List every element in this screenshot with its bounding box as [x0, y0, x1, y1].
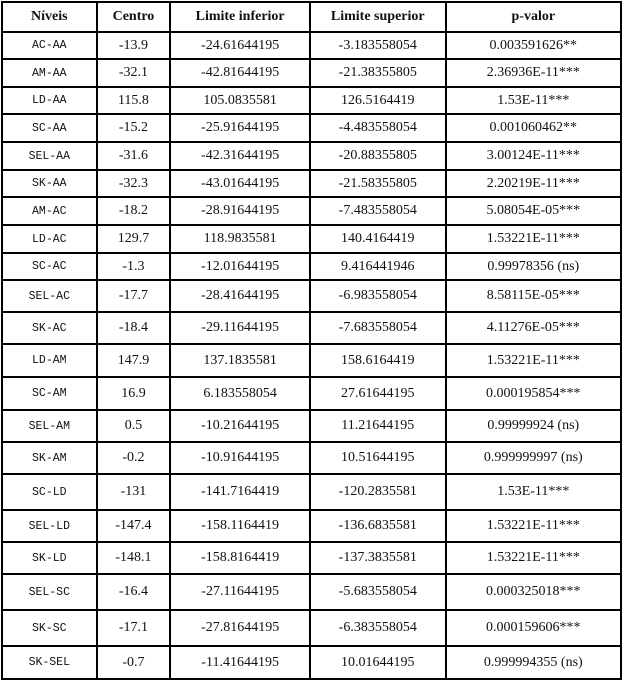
table-row [3, 313, 622, 345]
cell-level: AM-AA [3, 60, 98, 88]
header-niveis: Níveis [3, 3, 98, 33]
cell-level: SEL-AC [3, 281, 98, 313]
table-row [3, 171, 622, 198]
cell-centro: 16.9 [98, 378, 172, 411]
cell-limite-inferior: -28.41644195 [171, 281, 311, 313]
cell-limite-inferior: -42.81644195 [171, 60, 311, 88]
cell-centro: 0.5 [98, 411, 172, 443]
cell-limite-superior: 126.5164419 [311, 88, 447, 115]
cell-centro: 147.9 [98, 345, 172, 378]
cell-limite-inferior: -12.01644195 [171, 254, 311, 281]
cell-limite-inferior: -27.81644195 [171, 611, 311, 647]
cell-limite-superior: -137.3835581 [311, 543, 447, 575]
table-row [3, 611, 622, 647]
cell-limite-inferior: -141.7164419 [171, 475, 311, 511]
cell-p-valor: 0.000325018*** [447, 575, 622, 611]
tukey-results-table [1, 1, 622, 680]
cell-limite-superior: 27.61644195 [311, 378, 447, 411]
cell-limite-superior: -21.58355805 [311, 171, 447, 198]
cell-limite-inferior: -158.1164419 [171, 511, 311, 543]
table-row [3, 411, 622, 443]
header-limite-inferior: Limite inferior [171, 3, 311, 33]
cell-limite-inferior: 137.1835581 [171, 345, 311, 378]
header-centro: Centro [98, 3, 172, 33]
cell-p-valor: 2.36936E-11*** [447, 60, 622, 88]
cell-limite-superior: -21.38355805 [311, 60, 447, 88]
cell-limite-superior: -120.2835581 [311, 475, 447, 511]
cell-centro: -17.1 [98, 611, 172, 647]
cell-p-valor: 8.58115E-05*** [447, 281, 622, 313]
cell-p-valor: 0.99999924 (ns) [447, 411, 622, 443]
cell-p-valor: 0.003591626** [447, 33, 622, 60]
cell-level: SC-AC [3, 254, 98, 281]
cell-p-valor: 2.20219E-11*** [447, 171, 622, 198]
table-row [3, 88, 622, 115]
cell-p-valor: 5.08054E-05*** [447, 198, 622, 226]
table-row [3, 647, 622, 680]
cell-level: AM-AC [3, 198, 98, 226]
cell-level: SK-AA [3, 171, 98, 198]
cell-limite-superior: 11.21644195 [311, 411, 447, 443]
cell-centro: -1.3 [98, 254, 172, 281]
cell-level: AC-AA [3, 33, 98, 60]
table-row [3, 345, 622, 378]
cell-p-valor: 1.53E-11*** [447, 88, 622, 115]
table-row [3, 378, 622, 411]
cell-centro: -18.2 [98, 198, 172, 226]
cell-limite-superior: 140.4164419 [311, 226, 447, 254]
cell-limite-superior: -20.88355805 [311, 143, 447, 171]
cell-level: SEL-SC [3, 575, 98, 611]
cell-limite-inferior: -42.31644195 [171, 143, 311, 171]
cell-level: SK-SEL [3, 647, 98, 680]
table-row [3, 198, 622, 226]
cell-limite-inferior: -10.21644195 [171, 411, 311, 443]
cell-limite-superior: -4.483558054 [311, 115, 447, 143]
table-row [3, 115, 622, 143]
table-row [3, 281, 622, 313]
table-row [3, 226, 622, 254]
header-row [3, 3, 622, 33]
cell-level: SC-AA [3, 115, 98, 143]
cell-limite-superior: 10.51644195 [311, 443, 447, 475]
cell-centro: -32.1 [98, 60, 172, 88]
cell-limite-superior: -7.483558054 [311, 198, 447, 226]
cell-limite-superior: 9.416441946 [311, 254, 447, 281]
cell-level: SC-LD [3, 475, 98, 511]
cell-centro: -18.4 [98, 313, 172, 345]
cell-level: LD-AA [3, 88, 98, 115]
table-row [3, 511, 622, 543]
cell-p-valor: 1.53221E-11*** [447, 511, 622, 543]
cell-p-valor: 0.999994355 (ns) [447, 647, 622, 680]
cell-limite-inferior: -158.8164419 [171, 543, 311, 575]
cell-level: SK-SC [3, 611, 98, 647]
cell-centro: -13.9 [98, 33, 172, 60]
cell-centro: -15.2 [98, 115, 172, 143]
cell-limite-superior: -136.6835581 [311, 511, 447, 543]
cell-level: SK-AC [3, 313, 98, 345]
table-row [3, 475, 622, 511]
table-row [3, 443, 622, 475]
cell-centro: -0.7 [98, 647, 172, 680]
cell-p-valor: 0.000195854*** [447, 378, 622, 411]
cell-limite-inferior: -43.01644195 [171, 171, 311, 198]
cell-limite-inferior: -11.41644195 [171, 647, 311, 680]
cell-centro: -148.1 [98, 543, 172, 575]
cell-level: SEL-AM [3, 411, 98, 443]
cell-level: SK-AM [3, 443, 98, 475]
cell-limite-inferior: 118.9835581 [171, 226, 311, 254]
cell-centro: -131 [98, 475, 172, 511]
cell-limite-inferior: 6.183558054 [171, 378, 311, 411]
cell-level: SEL-LD [3, 511, 98, 543]
cell-limite-inferior: 105.0835581 [171, 88, 311, 115]
cell-centro: -0.2 [98, 443, 172, 475]
table-row [3, 33, 622, 60]
cell-p-valor: 1.53221E-11*** [447, 345, 622, 378]
cell-centro: -31.6 [98, 143, 172, 171]
cell-limite-superior: -7.683558054 [311, 313, 447, 345]
header-p-valor: p-valor [447, 3, 622, 33]
cell-p-valor: 3.00124E-11*** [447, 143, 622, 171]
cell-limite-superior: -3.183558054 [311, 33, 447, 60]
table-row [3, 143, 622, 171]
cell-limite-inferior: -25.91644195 [171, 115, 311, 143]
table-row [3, 575, 622, 611]
cell-level: SEL-AA [3, 143, 98, 171]
cell-limite-superior: -6.383558054 [311, 611, 447, 647]
cell-limite-inferior: -28.91644195 [171, 198, 311, 226]
header-limite-superior: Limite superior [311, 3, 447, 33]
cell-centro: -147.4 [98, 511, 172, 543]
cell-p-valor: 1.53221E-11*** [447, 543, 622, 575]
cell-level: SK-LD [3, 543, 98, 575]
cell-centro: 115.8 [98, 88, 172, 115]
cell-p-valor: 4.11276E-05*** [447, 313, 622, 345]
cell-p-valor: 1.53221E-11*** [447, 226, 622, 254]
cell-p-valor: 1.53E-11*** [447, 475, 622, 511]
cell-centro: -17.7 [98, 281, 172, 313]
cell-level: LD-AC [3, 226, 98, 254]
cell-p-valor: 0.999999997 (ns) [447, 443, 622, 475]
cell-limite-superior: -6.983558054 [311, 281, 447, 313]
cell-limite-superior: 10.01644195 [311, 647, 447, 680]
cell-limite-inferior: -10.91644195 [171, 443, 311, 475]
cell-centro: -32.3 [98, 171, 172, 198]
table-row [3, 543, 622, 575]
table-row [3, 60, 622, 88]
cell-level: SC-AM [3, 378, 98, 411]
cell-centro: -16.4 [98, 575, 172, 611]
cell-p-valor: 0.001060462** [447, 115, 622, 143]
cell-p-valor: 0.99978356 (ns) [447, 254, 622, 281]
cell-centro: 129.7 [98, 226, 172, 254]
cell-limite-superior: -5.683558054 [311, 575, 447, 611]
cell-level: LD-AM [3, 345, 98, 378]
cell-limite-inferior: -29.11644195 [171, 313, 311, 345]
cell-limite-inferior: -27.11644195 [171, 575, 311, 611]
cell-p-valor: 0.000159606*** [447, 611, 622, 647]
cell-limite-inferior: -24.61644195 [171, 33, 311, 60]
cell-limite-superior: 158.6164419 [311, 345, 447, 378]
table-row [3, 254, 622, 281]
